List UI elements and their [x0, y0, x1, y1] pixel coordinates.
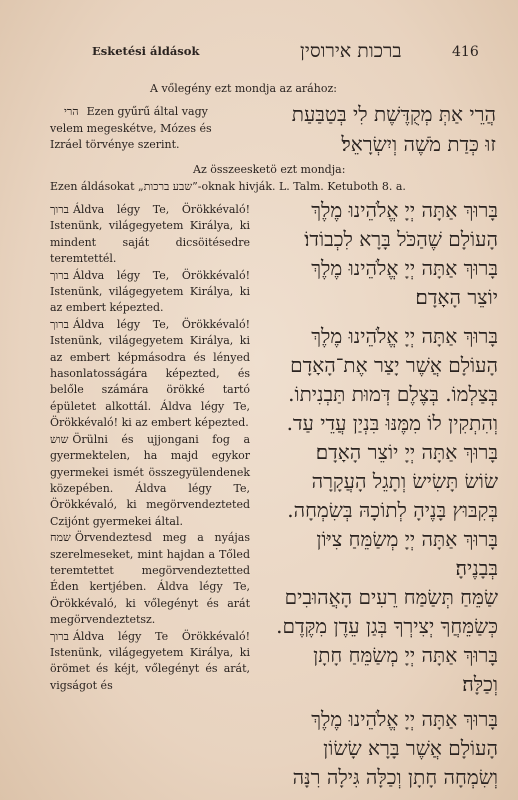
block-text: Örülni és ujjongani fog a gyermektelen, ha majd egykor gyermekei ismét összegyülendenek közepében. Áldva légy Te, Örökkévaló, ki megörvendezteted Czijónt gyermekei által. [50, 432, 250, 528]
hebrew-line: וְהִתְקִין לוֹ מִמֶּנּוּ בִּנְיַן עֲדֵי עַד. [286, 411, 498, 435]
translation-column [50, 202, 250, 694]
vow-line-1: Ezen gyűrű által vagy [86, 105, 208, 118]
hebrew-line: וְשִׂמְחָה חָתָן וְכַלָּה גִּילָה רִנָּה [292, 765, 498, 789]
hebrew-line: בָּרוּךְ אַתָּה יְיָ אֱלֹהֵינוּ מֶלֶךְ [311, 256, 498, 280]
block-text: Áldva légy Te, Örökkévaló! Istenünk, világegyetem Királya, ki mindent saját dicsöitésedre teremtettél. [50, 203, 250, 266]
hebrew-line: בָּרוּךְ אַתָּה יְיָ אֱלֹהֵינוּ מֶלֶךְ [311, 707, 498, 731]
block-tag: שוש [50, 432, 69, 446]
hebrew-line: יוֹצֵר הָאָדָם׃ [415, 285, 498, 309]
hebrew-column [250, 196, 498, 792]
vow-line-2: velem megeskétve, Mózes és [50, 121, 212, 135]
hebrew-line: הָעוֹלָם אֲשֶׁר יָצַר אֶת־הָאָדָם [290, 353, 498, 377]
vow-hebrew-line-1: הֲרֵי אַתְּ מְקֻדֶּשֶׁת לִי בְּטַבַּעַת [291, 102, 496, 126]
hebrew-line: בָּרוּךְ אַתָּה יְיָ אֱלֹהֵינוּ מֶלֶךְ [311, 198, 498, 222]
block-tag: ברוך [50, 203, 69, 216]
vow-tag: הרי [64, 105, 79, 118]
hebrew-line: הָעוֹלָם שֶׁהַכֹּל בָּרָא לִכְבוֹדוֹ׃ [304, 227, 498, 251]
hebrew-line: בָּרוּךְ אַתָּה יְיָ אֱלֹהֵינוּ מֶלֶךְ [311, 324, 498, 348]
hebrew-line: בָּרוּךְ אַתָּה יְיָ מְשַׂמֵּחַ חָתָן [313, 643, 498, 667]
block-3 [50, 317, 250, 432]
block-tag: שמח [50, 531, 71, 545]
block-tag: ברוך [50, 317, 69, 331]
block-text: Áldva légy Te, Örökkévaló! Istenünk, világegyetem Királya, ki az embert képmásodra és lényed hasonlatosságára képezted, és belőle számára örökké tartó épületet alkottál. Áldva légy Te, Örökkévaló! ki az embert képezted. [50, 317, 250, 430]
running-header-hebrew: ברכות אירוסין [300, 40, 402, 62]
block-tag: ברוך [50, 629, 69, 643]
vow-hebrew [228, 99, 496, 159]
compiler-line: Az összeesketö ezt mondja: [193, 163, 346, 176]
vow-hebrew-line-2: זוּ כְּדַת מֹשֶׁה וְיִשְׂרָאֵל׃ [341, 132, 496, 156]
block-1 [50, 202, 250, 268]
block-text: Örvendeztesd meg a nyájas szerelmeseket, mint hajdan a Tőled teremtettet megörvendeztetted Éden kertjében. Áldva légy Te, Örökkévaló, ki vőlegényt és arát megörvendeztetsz. [50, 531, 250, 627]
hebrew-line: שׂוֹשׂ תָּשִׂישׂ וְתָגֵל הָעֲקָרָה [311, 469, 498, 493]
page-number: 416 [452, 44, 479, 60]
intro-line: A vőlegény ezt mondja az arához: [150, 82, 337, 95]
block-5 [50, 530, 250, 628]
hebrew-line: וְכַלָּה׃ [462, 672, 498, 696]
block-tag: ברוך [50, 268, 69, 282]
hebrew-line: בָּרוּךְ אַתָּה יְיָ יוֹצֵר הָאָדָם׃ [315, 440, 498, 464]
hebrew-line: בְּצַלְמוֹ. בְּצֶלֶם דְּמוּת תַּבְנִיתוֹ. [288, 382, 498, 406]
block-4 [50, 432, 250, 530]
hebrew-line: בְּבָנֶיהָ׃ [455, 556, 498, 580]
block-text: Áldva légy Te Örökkévaló! Istenünk, világegyetem Királya, ki örömet és kéjt, vőlegényt és arát, vigságot és [50, 629, 250, 692]
hebrew-line: הָעוֹלָם אֲשֶׁר בָּרָא שָׂשׂוֹן [323, 736, 498, 760]
running-header-left: Esketési áldások [92, 44, 200, 58]
block-text: Áldva légy Te, Örökkévaló! Istenünk, világegyetem Királya, ki az embert képezted. [50, 268, 250, 315]
block-2 [50, 268, 250, 317]
vow-line-3: Izráel törvénye szerint. [50, 138, 180, 151]
block-6 [50, 629, 250, 695]
hebrew-line: בָּרוּךְ אַתָּה יְיָ מְשַׂמֵּחַ צִיּוֹן [316, 527, 498, 551]
hebrew-line: שַׂמֵּחַ תְּשַׂמַּח רֵעִים הָאֲהוּבִים [284, 585, 498, 609]
hebrew-line: כְּשַׂמֵּחֲךָ יְצִירְךָ בְּגַן עֵדֶן מִקֶּדֶם. [276, 614, 498, 638]
hebrew-line: בְּקִבּוּץ בָּנֶיהָ לְתוֹכָהּ בְּשִׂמְחָה. [287, 498, 498, 522]
vow-translation [50, 104, 258, 154]
reference-line: Ezen áldásokat „שבע ברכות”-oknak hivják. L. Talm. Ketuboth 8. a. [50, 180, 406, 193]
